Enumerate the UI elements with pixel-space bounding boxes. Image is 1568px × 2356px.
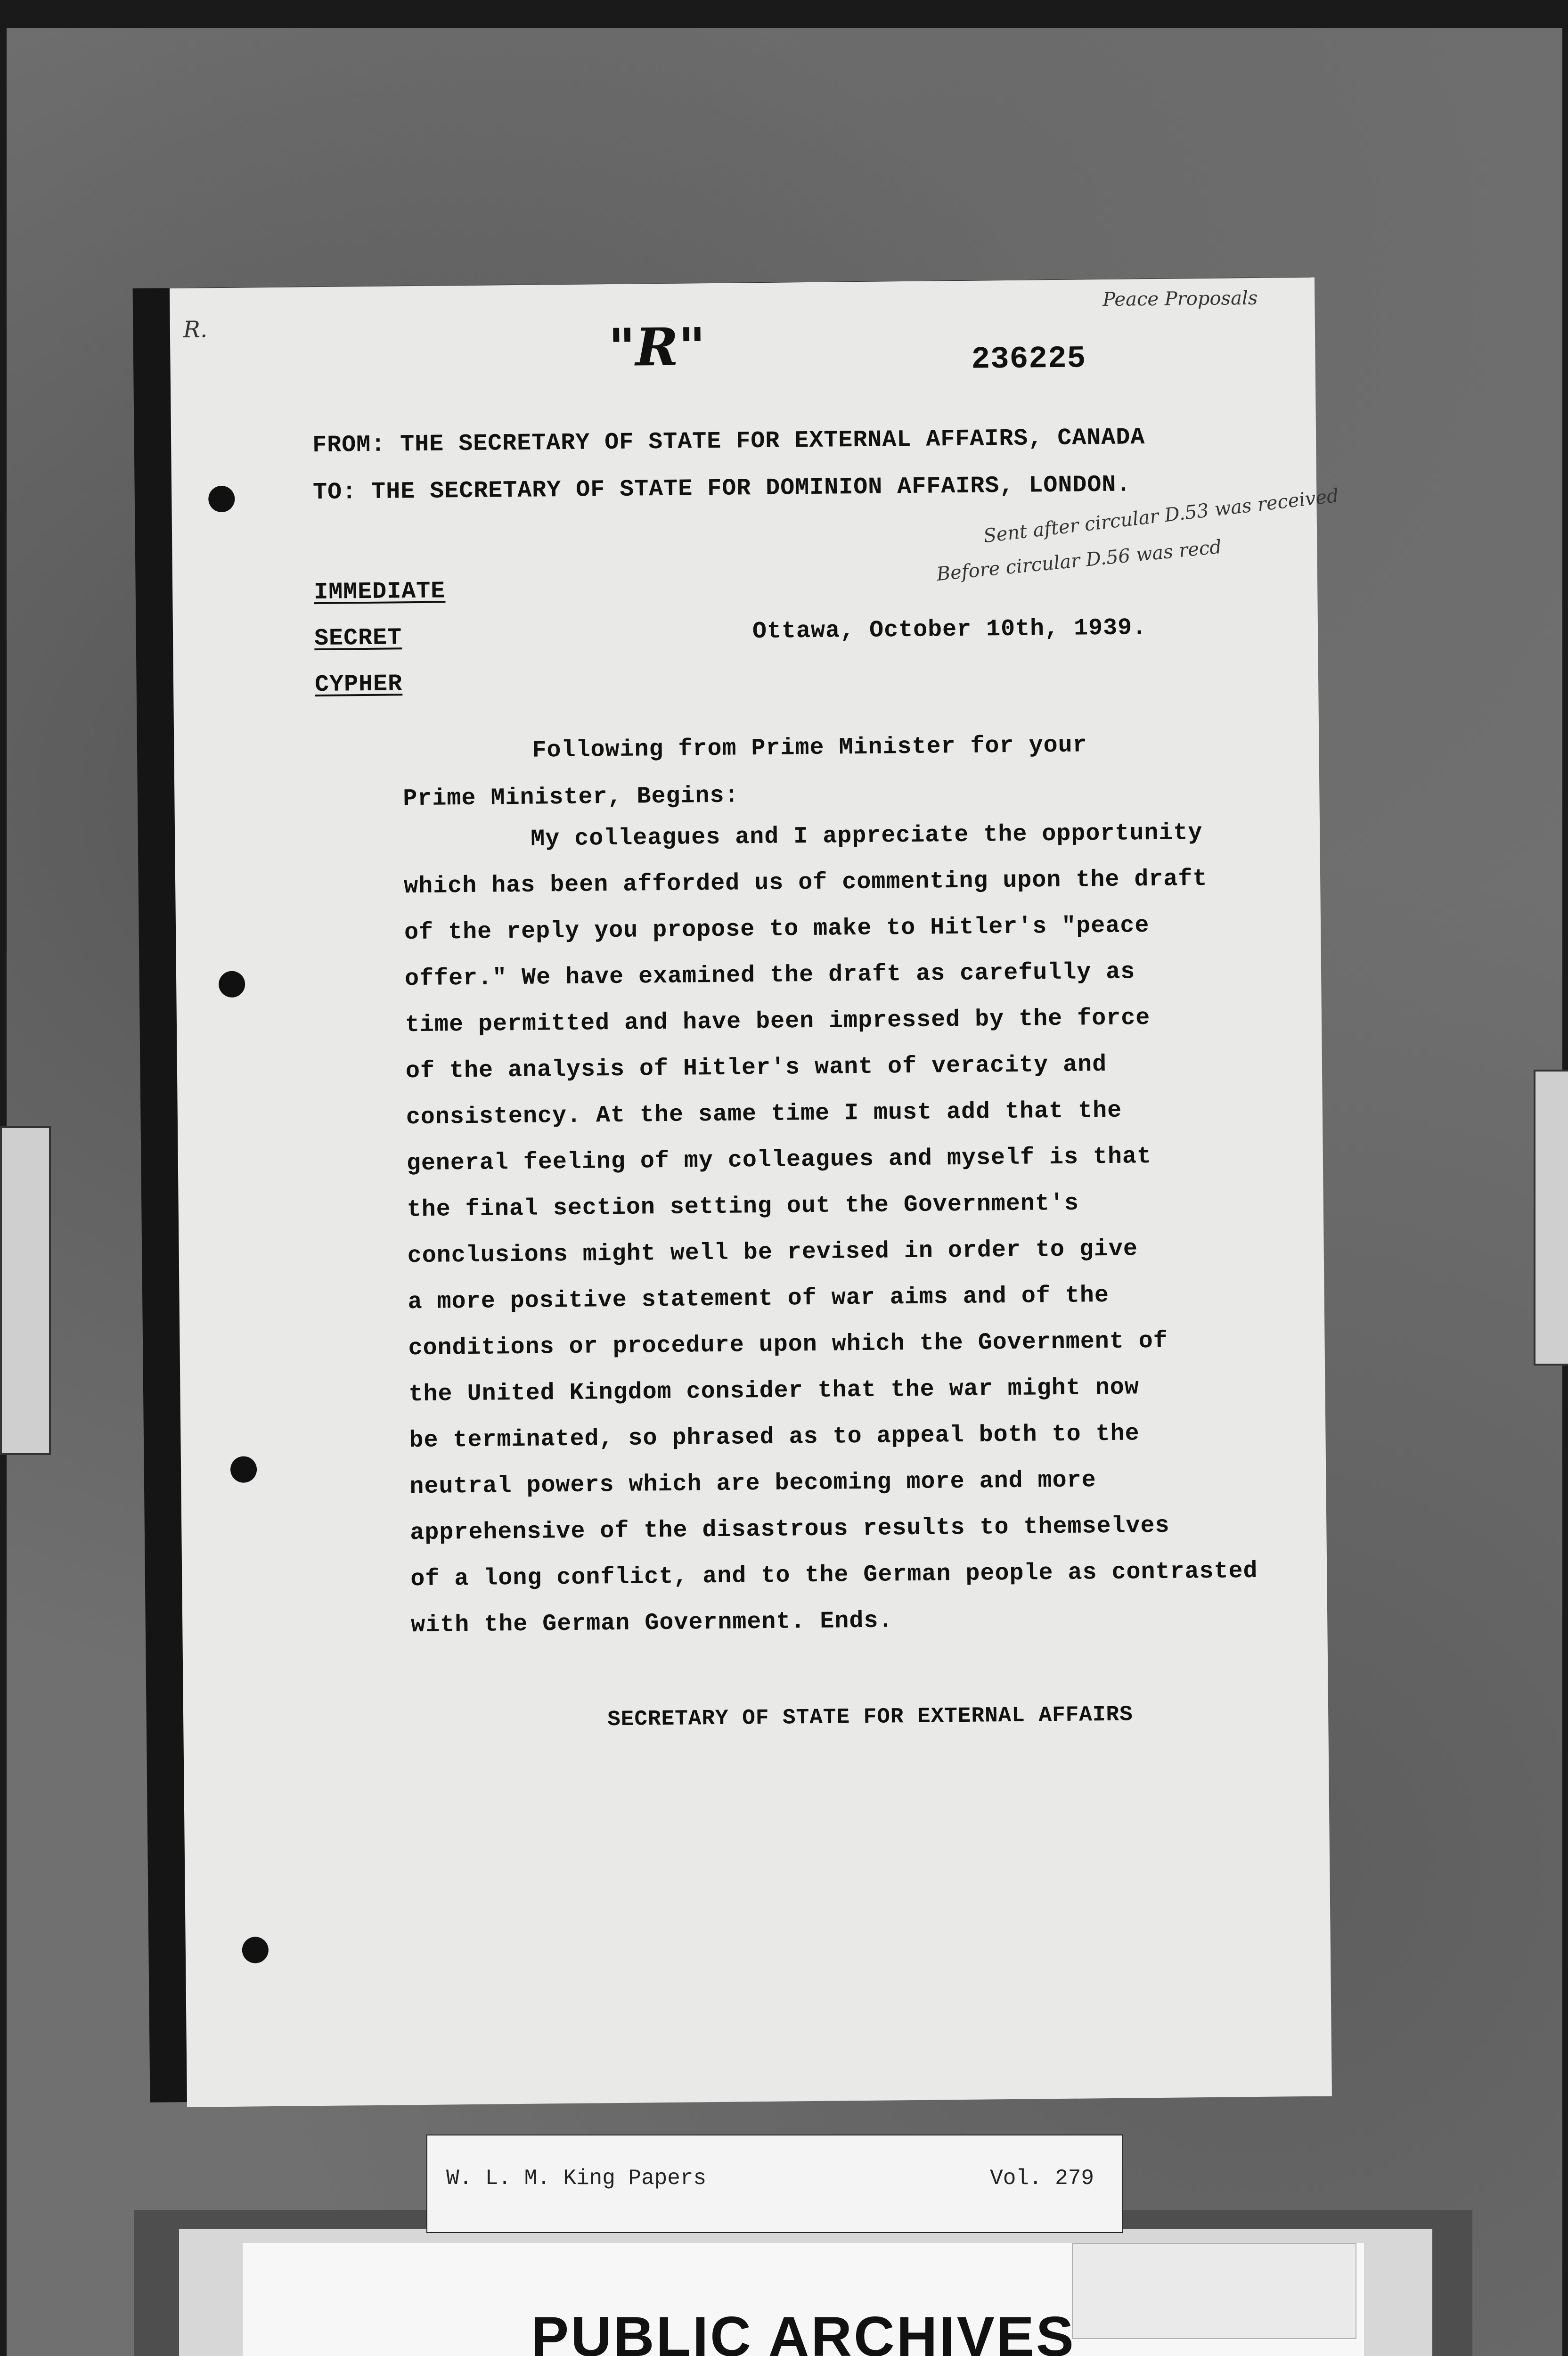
corner-note: Peace Proposals [1102, 287, 1258, 311]
body-line: conditions or procedure upon which the Government of [408, 1327, 1168, 1362]
classification-cypher: CYPHER [314, 671, 403, 699]
opening-line: Following from Prime Minister for your [532, 732, 1087, 764]
body-line: with the German Government. Ends. [410, 1607, 893, 1639]
classification-immediate: IMMEDIATE [313, 578, 446, 606]
body-line: My colleagues and I appreciate the opportunity [530, 819, 1203, 853]
margin-note: Sent after circular D.53 was received [982, 484, 1340, 548]
body-line: the final section setting out the Government's [407, 1190, 1079, 1224]
margin-note: Before circular D.56 was recd [935, 536, 1223, 586]
collection-name: W. L. M. King Papers [446, 2166, 707, 2191]
body-line: the United Kingdom consider that the war might now [408, 1374, 1140, 1408]
body-line: general feeling of my colleagues and myself is that [406, 1143, 1152, 1178]
body-line: offer." We have examined the draft as carefully as [404, 958, 1135, 993]
classification-secret: SECRET [314, 624, 402, 653]
volume-number: Vol. 279 [990, 2166, 1094, 2191]
body-line: neutral powers which are becoming more and more [409, 1467, 1096, 1501]
punch-hole [219, 971, 245, 998]
body-line: of the analysis of Hitler's want of veracity and [405, 1051, 1107, 1085]
from-line: FROM: THE SECRETARY OF STATE FOR EXTERNAL AFFAIRS, CANADA [312, 424, 1145, 459]
body-line: of a long conflict, and to the German people as contrasted [410, 1557, 1258, 1593]
body-line: of the reply you propose to make to Hitler's "peace [404, 912, 1150, 947]
body-line: conclusions might well be revised in order to give [407, 1235, 1138, 1270]
signature-line: SECRETARY OF STATE FOR EXTERNAL AFFAIRS [607, 1702, 1133, 1732]
message-body [403, 819, 1258, 1658]
body-line: apprehensive of the disastrous results to themselves [410, 1512, 1170, 1547]
body-line: consistency. At the same time I must add that the [406, 1097, 1122, 1131]
paper-clip-right [1534, 1070, 1568, 1366]
file-number: 236225 [971, 341, 1086, 377]
film-edge-top [0, 0, 1568, 28]
punch-hole [242, 1937, 269, 1963]
collection-label [426, 2135, 1123, 2233]
telegram-page [170, 278, 1340, 2107]
body-line: a more positive statement of war aims and of the [408, 1282, 1110, 1316]
body-line: time permitted and have been impressed by the force [405, 1005, 1151, 1039]
paper-clip-left [0, 1126, 51, 1455]
punch-hole [230, 1456, 257, 1483]
corner-mark: R. [183, 316, 208, 343]
to-line: TO: THE SECRETARY OF STATE FOR DOMINION AFFAIRS, LONDON. [312, 471, 1131, 507]
handwritten-mark: "R" [608, 316, 706, 378]
place-date: Ottawa, October 10th, 1939. [752, 614, 1147, 646]
body-line: be terminated, so phrased as to appeal both to the [409, 1420, 1140, 1455]
stamp-line-english: PUBLIC ARCHIVES [531, 2305, 1076, 2356]
punch-hole [208, 486, 235, 513]
opening-line: Prime Minister, Begins: [403, 782, 739, 813]
body-line: which has been afforded us of commenting upon the draft [403, 865, 1208, 900]
archive-stamp-card [243, 2243, 1364, 2356]
